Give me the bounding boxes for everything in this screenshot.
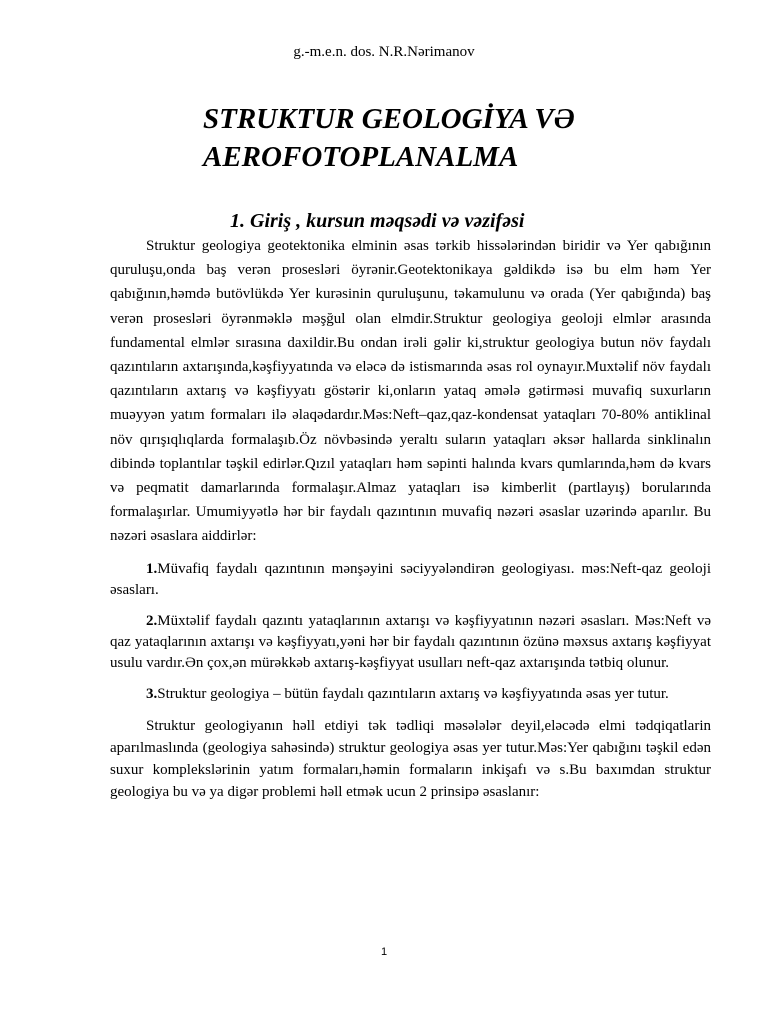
author-line: g.-m.e.n. dos. N.R.Nərimanov	[293, 44, 475, 60]
page-number: 1	[380, 946, 388, 958]
list-item-number: 2.	[146, 612, 158, 629]
list-item-text: Müxtəlif faydalı qazıntı yataqlarının axtarışı və kəşfiyyatının nəzəri əsasları. Məs:Neft və qaz yataqlarının axtarışı və kəşfiyyatı,yəni hər bir faydalı qazıntının özünə məxsus axtarış kəşfiyyat usulu vardır.Ən çox,ən mürəkkəb axtarış-kəşfiyyat usulları neft-qaz axtarışında tətbiq olunur.	[110, 612, 711, 671]
list-item-text: Struktur geologiya – bütün faydalı qazıntıların axtarış və kəşfiyyatında əsas yer tutur.	[157, 685, 669, 702]
list-item-text: Müvafiq faydalı qazıntının mənşəyini səciyyələndirən geologiyası. məs:Neft-qaz geoloji əsasları.	[110, 560, 711, 598]
document-title	[203, 100, 575, 176]
title-line-1: STRUKTUR GEOLOGİYA VƏ	[203, 103, 575, 135]
list-item-number: 3.	[146, 685, 158, 702]
body-text	[110, 234, 711, 803]
closing-paragraph: Struktur geologiyanın həll etdiyi tək tədliqi məsələlər deyil,eləcədə elmi tədqiqatlarin aparılmaslında (geologiya sahəsində) struktur geologiya əsas yer tutur.Məs:Yer qabığını təşkil edən suxur komplekslərinin yatım formaları,həmin formaların inkişafı və s.Bu baxımdan struktur geologiya bu və ya digər problemi həll etmək ucun 2 prinsipə əsaslanır:	[110, 717, 711, 800]
list-item	[110, 611, 711, 674]
list-item	[110, 684, 711, 705]
title-line-2: AEROFOTOPLANALMA	[203, 141, 519, 173]
section-heading: 1. Giriş , kursun məqsədi və vəzifəsi	[230, 210, 525, 232]
intro-paragraph: Struktur geologiya geotektonika elminin əsas tərkib hissələrindən biridir və Yer qabığının quruluşu,onda baş verən prosesləri öyrənir.Geotektonikaya gəldikdə isə bu elm həm Yer qabığının,həmdə butövlükdə Yer kurəsinin quruluşunu, təkamulunu və orada (Yer qabığında) baş verən prosesləri öyrənməklə məşğul olan elmdir.Struktur geologiya geoloji elmlər arasında fundamental elmlər sırasına daxildir.Bu ondan irəli gəlir ki,struktur geologiya butun növ faydalı qazıntıların axtarışında,kəşfiyyatında və eləcə də istismarında əsas rol oynayır.Muxtəlif növ faydalı qazıntıların axtarış və kəşfiyyatı göstərir ki,onların yataq əmələ gətirməsi muvafiq suxurların muəyyən yatım formaları ilə əlaqədardır.Məs:Neft–qaz,qaz-kondensat yataqları 70-80% antiklinal növ qırışıqlıqlarda formalaşıb.Öz növbəsində yeraltı suların yataqları əksər hallarda sinklinalın dibində toplantılar təşkil edirlər.Qızıl yataqları həm səpinti halında kvars qumlarında,həm də kvars və peqmatit damarlarında formalaşır.Almaz yataqları isə kimberlit (partlayış) borularında formalaşırlar. Umumiyyətlə hər bir faydalı qazıntının muvafiq nəzəri əsaslar uzərində aparılır. Bu nəzəri əsaslara aiddirlər:	[110, 238, 711, 545]
list-item	[110, 559, 711, 601]
list-item-number: 1.	[146, 560, 158, 577]
